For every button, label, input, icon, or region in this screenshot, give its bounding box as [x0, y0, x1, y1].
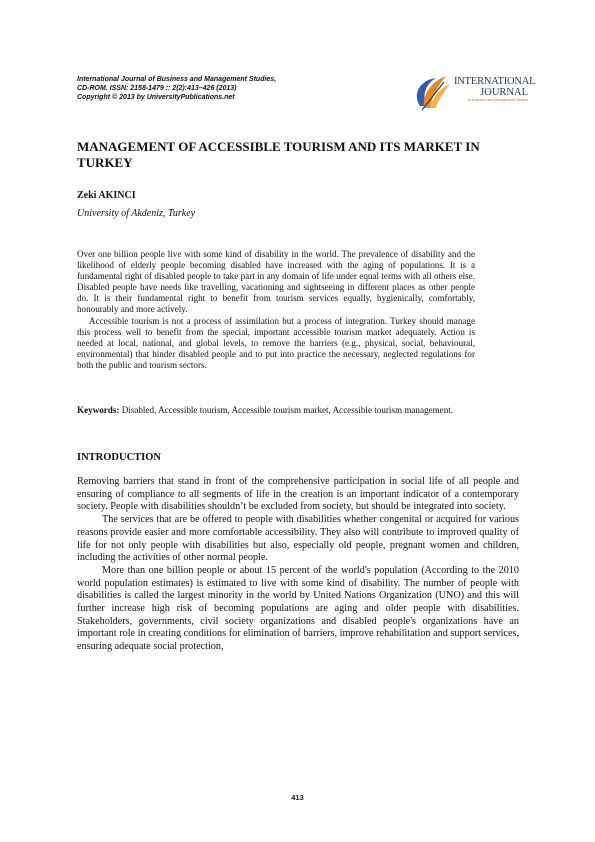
section-heading-introduction: INTRODUCTION: [77, 452, 162, 463]
body-paragraph: The services that are be offered to people with disabilities whether congenital or acquired for various reasons provide easier and more comfortable accessibility. They also will contribute to improved quality of life for not only people with disabilities but also, especially old people, pregnant women and children, including the activities of other normal people.: [77, 514, 519, 564]
page-number: 413: [291, 793, 304, 802]
logo-line-international: INTERNATIONAL: [454, 76, 536, 87]
quill-swirl-icon: [410, 72, 454, 114]
logo-line-subtitle: of Business and Management Studies: [467, 98, 528, 102]
article-title: MANAGEMENT OF ACCESSIBLE TOURISM AND ITS MARKET IN TURKEY: [77, 139, 480, 170]
journal-citation: [77, 75, 276, 103]
body-paragraph: More than one billion people or about 15 percent of the world's population (According to the 2010 world population estimates) is estimated to live with some kind of disability. The number of people with disabilities is called the largest minority in the world by United Nations Organization (UNO) and this will further increase high risk of becoming populations are aging and older people with disabilities. Stakeholders, governments, civil society organizations and disabled people's organizations have an important role in creating conditions for elimination of barriers, improve rehabilitation and support services, ensuring adequate social protection,: [77, 564, 519, 653]
journal-logo: [410, 72, 536, 114]
author-name: Zeki AKINCI: [77, 190, 136, 201]
logo-line-journal: JOURNAL: [480, 87, 528, 98]
keywords: [77, 405, 475, 416]
issn-line: CD-ROM. ISSN: 2158-1479 :: 2(2):413–426 (2013): [77, 85, 237, 93]
abstract: [77, 249, 475, 371]
keywords-text: Disabled, Accessible tourism, Accessible tourism market, Accessible tourism management.: [119, 405, 454, 415]
logo-wordmark: [454, 76, 536, 103]
body-paragraph: Removing barriers that stand in front of the comprehensive participation in social life of all people and ensuring of compliance to all segments of life in the creation is an important indicator of a contemporary society. People with disabilities shouldn’t be excluded from society, but should be integrated into society.: [77, 476, 519, 513]
abstract-paragraph: Accessible tourism is not a process of assimilation but a process of integration. Turkey should manage this process well to benefit from the special, important accessible tourism market adequately. Action is needed at local, national, and global levels, to remove the barriers (e.g., physical, social, behavioural, environmental) that hinder disabled people and to put into practice the necessary, neglected regulations for both the public and tourism sectors.: [77, 315, 475, 370]
abstract-paragraph: Over one billion people live with some kind of disability in the world. The prevalence of disability and the likelihood of elderly people becoming disabled have increased with the aging of populations. It is a fundamental right of disabled people to take part in any domain of life under equal terms with all others else. Disabled people have needs like travelling, vacationing and sightseeing in different places as other people do. It is their fundamental right to benefit from tourism services equally, hygienically, comfortably, honourably and more actively.: [77, 249, 475, 315]
keywords-label: Keywords:: [77, 405, 120, 415]
author-affiliation: University of Akdeniz, Turkey: [77, 208, 196, 219]
copyright-line: Copyright © 2013 by UniversityPublications.net: [77, 94, 235, 102]
journal-name-line: International Journal of Business and Management Studies,: [77, 76, 277, 83]
introduction-body: [77, 476, 519, 654]
